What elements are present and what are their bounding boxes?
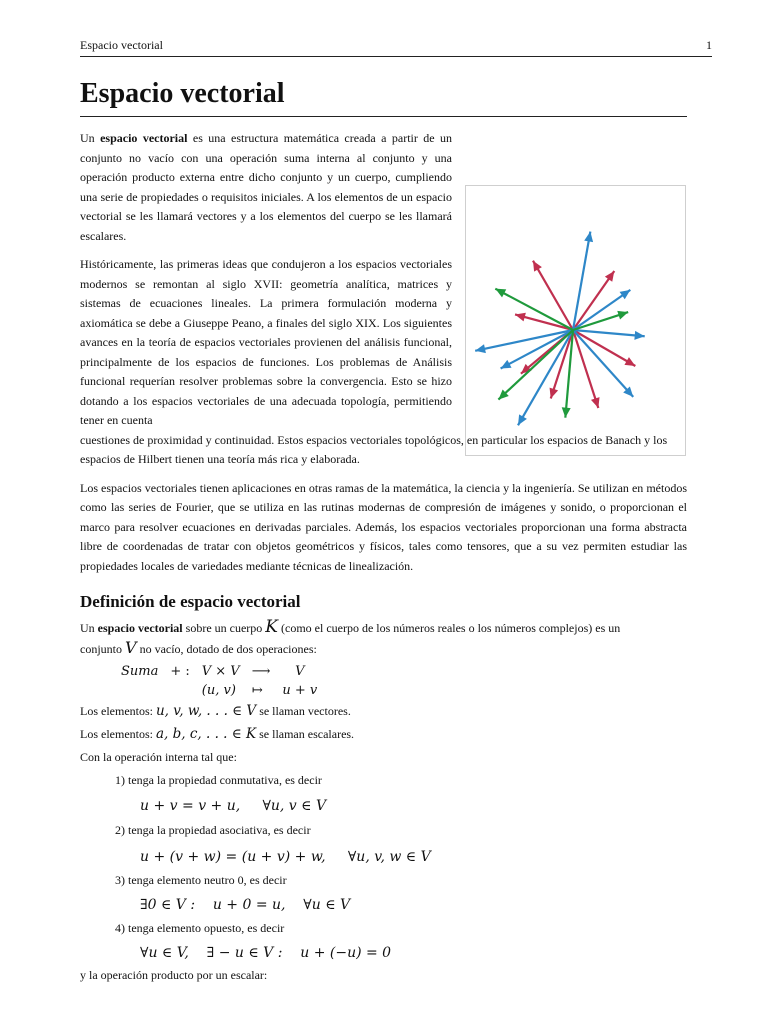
property-1-formula: u + v = v + u, ∀u, v ∈ V (140, 798, 327, 814)
section-heading: Definición de espacio vectorial (80, 592, 301, 611)
scalars-line: Los elementos: a, b, c, . . . ∈ K se llaman escalares. (80, 726, 355, 742)
vector-arrowhead-blue (475, 344, 486, 353)
sum-row-1: Suma + : V × V ⟶ V (121, 664, 305, 679)
vector-arrow-blue (573, 330, 633, 397)
property-list (80, 771, 687, 961)
intro-paragraph-1: Un espacio vectorial es una estructura matemática creada a partir de un conjunto no vacío con una operación suma interna al conjunto y una operación producto externa entre dicho conjunto y un cuerpo, cumpliendo una serie de propiedades o requisitos iniciales. A los elementos de un espacio vectorial se les llamará vectores y a los elementos del cuerpo se les llamará escalares. (80, 131, 452, 243)
intro-paragraph-2a: Históricamente, las primeras ideas que condujeron a los espacios vectoriales modernos se remontan al siglo XVII: geometría analítica, matrices y sistemas de ecuaciones lineales. La primera formulación moderna y axiomática se debe a Giuseppe Peano, a finales del siglo XIX. Los siguientes avances en la teoría de espacios vectoriales provienen del análisis funcional, principalmente de los espacios de funciones. Los problemas de Análisis funcional requerían resolver problemas sobre la convergencia. Esto se hizo dotando a los espacios vectoriales de una adecuada topología, permitiendo tener en cuenta (80, 257, 452, 427)
definition-line-1: Un espacio vectorial sobre un cuerpo K (como el cuerpo de los números reales o los números complejos) es un (80, 617, 621, 637)
vector-arrow-blue (573, 290, 630, 330)
vector-arrows-figure (465, 185, 686, 456)
page-title: Espacio vectorial (80, 78, 687, 117)
article-body (80, 78, 687, 985)
vector-arrow-blue (475, 330, 573, 351)
scalar-product-intro: y la operación producto por un escalar: (80, 968, 268, 982)
definition-line-2: conjunto V no vacío, dotado de dos operaciones: (80, 638, 317, 657)
arrows-svg (466, 186, 685, 455)
intro-paragraph-3: Los espacios vectoriales tienen aplicaciones en otras ramas de la matemática, la ciencia y la ingeniería. Se utilizan en métodos como las series de Fourier, que se utiliza en las rutinas modernas de compresión de imágenes y sonido, o proporcionan el marco para resolver ecuaciones en derivadas parciales. Además, los espacios vectoriales proporcionan una forma abstracta libre de coordenadas de tratar con objetos geométricos y físicos, tales como tensores, que a su vez permiten estudiar las propiedades locales de variedades mediante técnicas de linealización. (80, 480, 687, 573)
property-4-label: 4) tenga elemento opuesto, es decir (115, 921, 285, 935)
intro-section (80, 129, 687, 576)
property-2-label: 2) tenga la propiedad asociativa, es decir (115, 823, 311, 837)
vector-arrowhead-red (591, 397, 600, 408)
property-1-label: 1) tenga la propiedad conmutativa, es decir (115, 773, 322, 787)
vector-arrow-blue (573, 232, 590, 330)
intro-paragraph-2b: cuestiones de proximidad y continuidad. Estos espacios vectoriales topológicos, en particular los espacios de Banach y los espacios de Hilbert tienen una teoría más rica y elaborada. (80, 432, 668, 466)
property-4-formula: ∀u ∈ V, ∃ − u ∈ V : u + (−u) = 0 (140, 945, 392, 961)
vectors-line: Los elementos: u, v, w, . . . ∈ V se llaman vectores. (80, 703, 351, 719)
vector-arrowhead-red (605, 271, 614, 282)
sum-operation (115, 662, 323, 700)
vector-arrowhead-blue (620, 290, 631, 299)
property-2-formula: u + (v + w) = (u + v) + w, ∀u, v, w ∈ V (140, 849, 431, 865)
vector-arrowhead-red (550, 388, 559, 399)
vector-arrowhead-blue (584, 232, 593, 243)
running-header (80, 38, 712, 57)
page-number: 1 (706, 38, 712, 52)
internal-op-line: Con la operación interna tal que: (80, 750, 237, 764)
vector-arrowhead-green (617, 311, 628, 320)
running-title: Espacio vectorial (80, 38, 163, 52)
term-espacio-vectorial: espacio vectorial (100, 131, 188, 145)
property-3-label: 3) tenga elemento neutro 0, es decir (115, 873, 287, 887)
sum-row-2: (u, v) ↦ u + v (201, 683, 318, 698)
property-3-formula: ∃0 ∈ V : u + 0 = u, ∀u ∈ V (140, 897, 351, 913)
